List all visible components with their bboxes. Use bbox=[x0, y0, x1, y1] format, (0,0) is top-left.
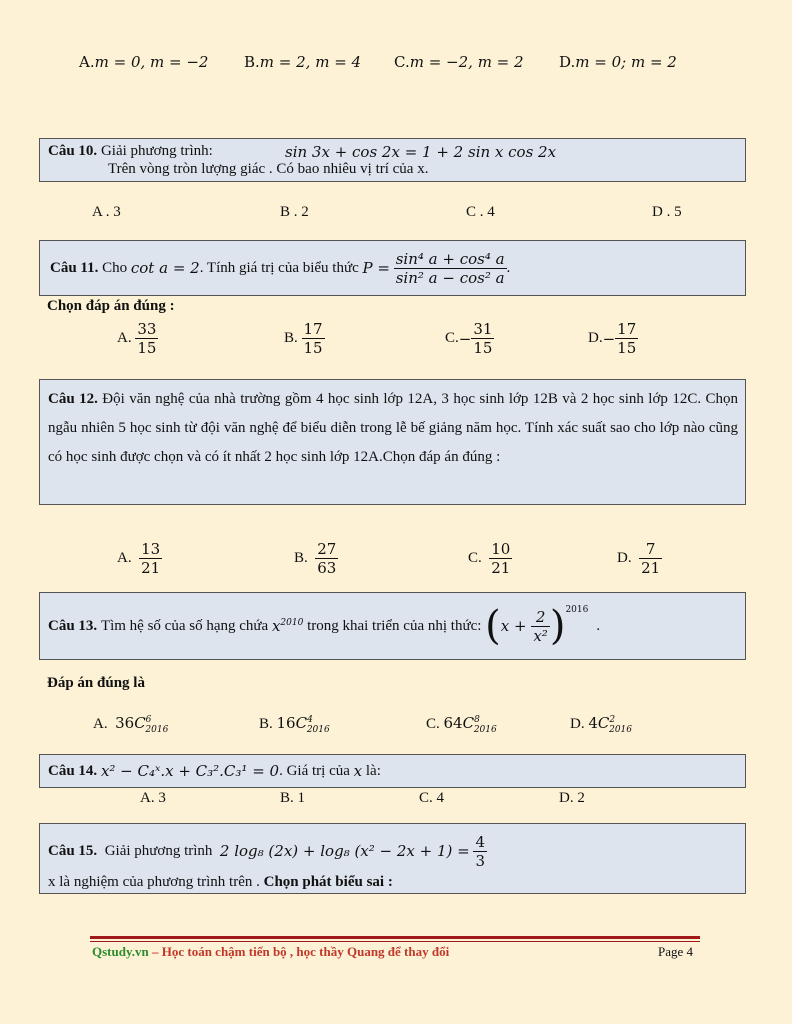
question-15-line2: x là nghiệm của phương trình trên . Chọn phát biểu sai : bbox=[48, 874, 393, 890]
q11-option-d: D. − $\frac{17}{15}$ bbox=[588, 320, 637, 357]
question-number: Câu 13. bbox=[48, 617, 98, 634]
q12-option-c: C. $\frac{10}{21}$ bbox=[468, 540, 511, 577]
q10-option-b: B . 2 bbox=[280, 204, 309, 220]
q14-option-a: A. 3 bbox=[140, 790, 166, 806]
question-12-text: Câu 12. Đội văn nghệ của nhà trường gồm 4 học sinh lớp 12A, 3 học sinh lớp 12B và 2 học sinh lớp 12C. Chọn ngẫu nhiên 5 học sinh từ đội văn nghệ để biểu diễn trong lễ bế giảng năm học. Tính xác suất sao cho lớp nào cũng có học sinh được chọn và có ít nhất 2 học sinh lớp 12A.Chọn đáp án đúng : bbox=[48, 391, 739, 465]
footer-rule bbox=[90, 936, 700, 939]
question-number: Câu 10. bbox=[48, 143, 98, 159]
footer-text bbox=[92, 944, 449, 960]
q11-option-b: B. $\frac{17}{15}$ bbox=[284, 320, 323, 357]
question-15-box bbox=[39, 823, 746, 894]
q14-option-d: D. 2 bbox=[559, 790, 585, 806]
question-13-prompt: Câu 13. Tìm hệ số của số hạng chứa $x^{2010}$ trong khai triển của nhị thức: ( x + $\frac{2}{\text{x²}}$ ) 2016 . bbox=[48, 603, 601, 649]
question-11-box bbox=[39, 240, 746, 296]
question-14-box bbox=[39, 754, 746, 788]
q9-option-b: B.m = 2, m = 4 bbox=[244, 53, 362, 71]
question-number: Câu 12. bbox=[48, 391, 98, 407]
q13-option-b: B. $16C^4_{2016}$ bbox=[259, 714, 330, 735]
question-number: Câu 15. bbox=[48, 842, 98, 859]
question-11-prompt: Câu 11. Cho cot a = 2 . Tính giá trị của biểu thức P = $\frac{\text{sin⁴ a + cos⁴ a}}{\text{sin² a − cos² a}}$ . bbox=[50, 249, 511, 287]
question-13-binomial: ( x + $\frac{2}{\text{x²}}$ ) 2016 bbox=[485, 603, 589, 649]
question-15-equation: 2 log₈ (2x) + log₈ (x² − 2x + 1) = bbox=[219, 842, 470, 860]
question-14-prompt: Câu 14. x² − C₄ˣ.x + C₃².C₃¹ = 0 . Giá trị của x là: bbox=[48, 762, 381, 780]
q12-option-d: D. $\frac{7}{21}$ bbox=[617, 540, 661, 577]
q9-option-a: A.m = 0, m = −2 bbox=[79, 53, 209, 71]
q13-answer-label: Đáp án đúng là bbox=[47, 675, 145, 691]
question-11-condition: cot a = 2 bbox=[130, 259, 200, 277]
q11-option-c: C. − $\frac{31}{15}$ bbox=[445, 320, 493, 357]
q10-option-c: C . 4 bbox=[466, 204, 495, 220]
question-10-equation: sin 3x + cos 2x = 1 + 2 sin x cos 2x bbox=[285, 143, 557, 161]
q14-option-c: C. 4 bbox=[419, 790, 445, 806]
question-13-term: $x^{2010}$ bbox=[271, 617, 304, 635]
question-10-box bbox=[39, 138, 746, 182]
footer-site: Qstudy.vn bbox=[92, 944, 149, 959]
question-11-fraction: $\frac{\text{sin⁴ a + cos⁴ a}}{\text{sin² a − cos² a}}$ bbox=[395, 249, 505, 287]
question-number: Câu 14. bbox=[48, 762, 98, 779]
question-15-prompt: Câu 15. Giải phương trình 2 log₈ (2x) + log₈ (x² − 2x + 1) = $\frac{4}{3}$ bbox=[48, 832, 486, 870]
q13-option-a: A. $36C^6_{2016}$ bbox=[93, 714, 169, 735]
q11-option-a: A. $\frac{33}{15}$ bbox=[117, 320, 157, 357]
q9-option-c: C.m = −2, m = 2 bbox=[394, 53, 524, 71]
question-12-box bbox=[39, 379, 746, 505]
question-14-equation: x² − C₄ˣ.x + C₃².C₃¹ = 0 bbox=[100, 762, 280, 780]
question-13-box bbox=[39, 592, 746, 660]
q12-option-b: B. $\frac{27}{63}$ bbox=[294, 540, 337, 577]
q13-option-c: C. $64C^8_{2016}$ bbox=[426, 714, 497, 735]
question-10-line2: Trên vòng tròn lượng giác . Có bao nhiêu vị trí của x. bbox=[108, 161, 429, 177]
question-10-prompt: Câu 10. Giải phương trình: bbox=[48, 143, 213, 159]
question-15-rhs: $\frac{4}{3}$ bbox=[475, 832, 486, 870]
question-number: Câu 11. bbox=[50, 259, 99, 276]
q12-option-a: A. $\frac{13}{21}$ bbox=[117, 540, 161, 577]
q14-option-b: B. 1 bbox=[280, 790, 306, 806]
q13-option-d: D. $4C^2_{2016}$ bbox=[570, 714, 633, 735]
q10-option-d: D . 5 bbox=[652, 204, 682, 220]
footer-rule-thin bbox=[90, 941, 700, 942]
q10-option-a: A . 3 bbox=[92, 204, 121, 220]
footer-slogan: – Học toán chậm tiến bộ , học thầy Quang để thay đổi bbox=[148, 944, 450, 959]
q11-choose-label: Chọn đáp án đúng : bbox=[47, 298, 175, 314]
page-number: Page 4 bbox=[658, 944, 694, 959]
q9-option-d: D.m = 0; m = 2 bbox=[559, 53, 677, 71]
